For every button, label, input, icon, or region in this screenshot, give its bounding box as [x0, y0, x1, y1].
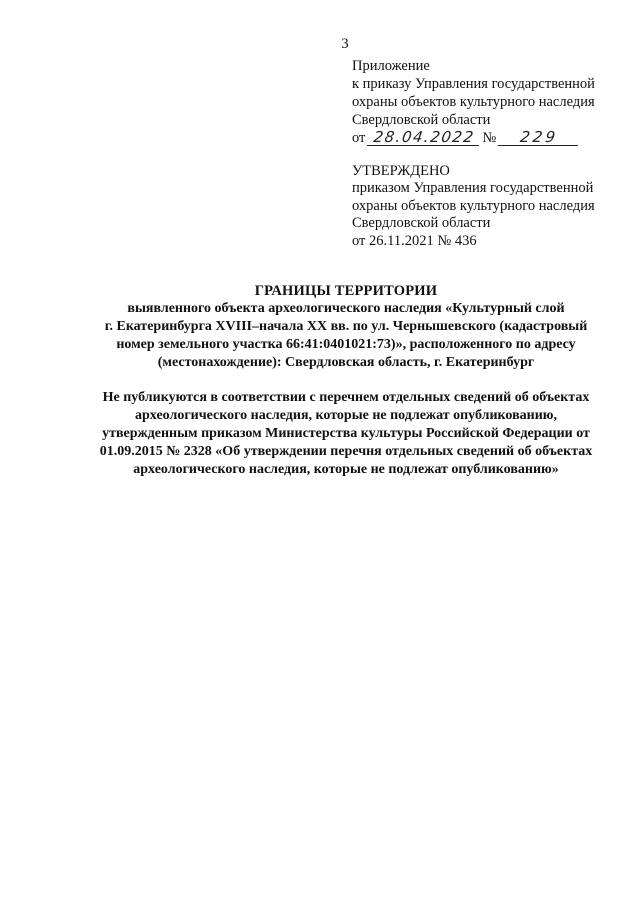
notice-line: археологического наследия, которые не подлежат опубликованию»	[133, 462, 559, 477]
notice-line: Не публикуются в соответствии с перечнем отдельных сведений об объектах	[102, 390, 590, 405]
handwritten-number: 229	[498, 130, 580, 146]
appendix-line: Свердловской области	[352, 112, 491, 128]
notice-line: 01.09.2015 № 2328 «Об утверждении перечня отдельных сведений об объектах	[99, 444, 593, 459]
approved-date-line: от 26.11.2021 № 436	[352, 232, 477, 249]
approved-line: приказом Управления государственной	[352, 180, 594, 197]
approved-block	[352, 163, 595, 250]
appendix-block	[352, 57, 595, 147]
approved-line: охраны объектов культурного наследия	[352, 197, 595, 214]
title-line: номер земельного участка 66:41:0401021:73)», расположенного по адресу	[116, 337, 576, 352]
document-heading: ГРАНИЦЫ ТЕРРИТОРИИ	[254, 283, 438, 299]
title-line: (местонахождение): Свердловская область, г. Екатеринбург	[157, 355, 535, 370]
approved-label: УТВЕРЖДЕНО	[352, 163, 450, 179]
appendix-line: к приказу Управления государственной	[352, 76, 595, 92]
page-number: 3	[341, 36, 349, 52]
handwritten-date: 28.04.2022	[367, 130, 481, 146]
notice-line: утвержденным приказом Министерства культуры Российской Федерации от	[102, 426, 590, 441]
notice-block	[80, 389, 612, 479]
notice-line: археологического наследия, которые не подлежат опубликованию,	[135, 408, 557, 423]
title-line: выявленного объекта археологического наследия «Культурный слой	[127, 301, 565, 316]
date-prefix: от	[352, 130, 366, 146]
appendix-line: охраны объектов культурного наследия	[352, 94, 595, 110]
number-sign: №	[482, 130, 497, 146]
appendix-date-line	[352, 129, 595, 147]
appendix-label: Приложение	[352, 58, 430, 74]
approved-line: Свердловской области	[352, 215, 491, 232]
title-block	[80, 282, 612, 372]
title-line: г. Екатеринбурга XVIII–начала XX вв. по ул. Чернышевского (кадастровый	[104, 319, 588, 334]
